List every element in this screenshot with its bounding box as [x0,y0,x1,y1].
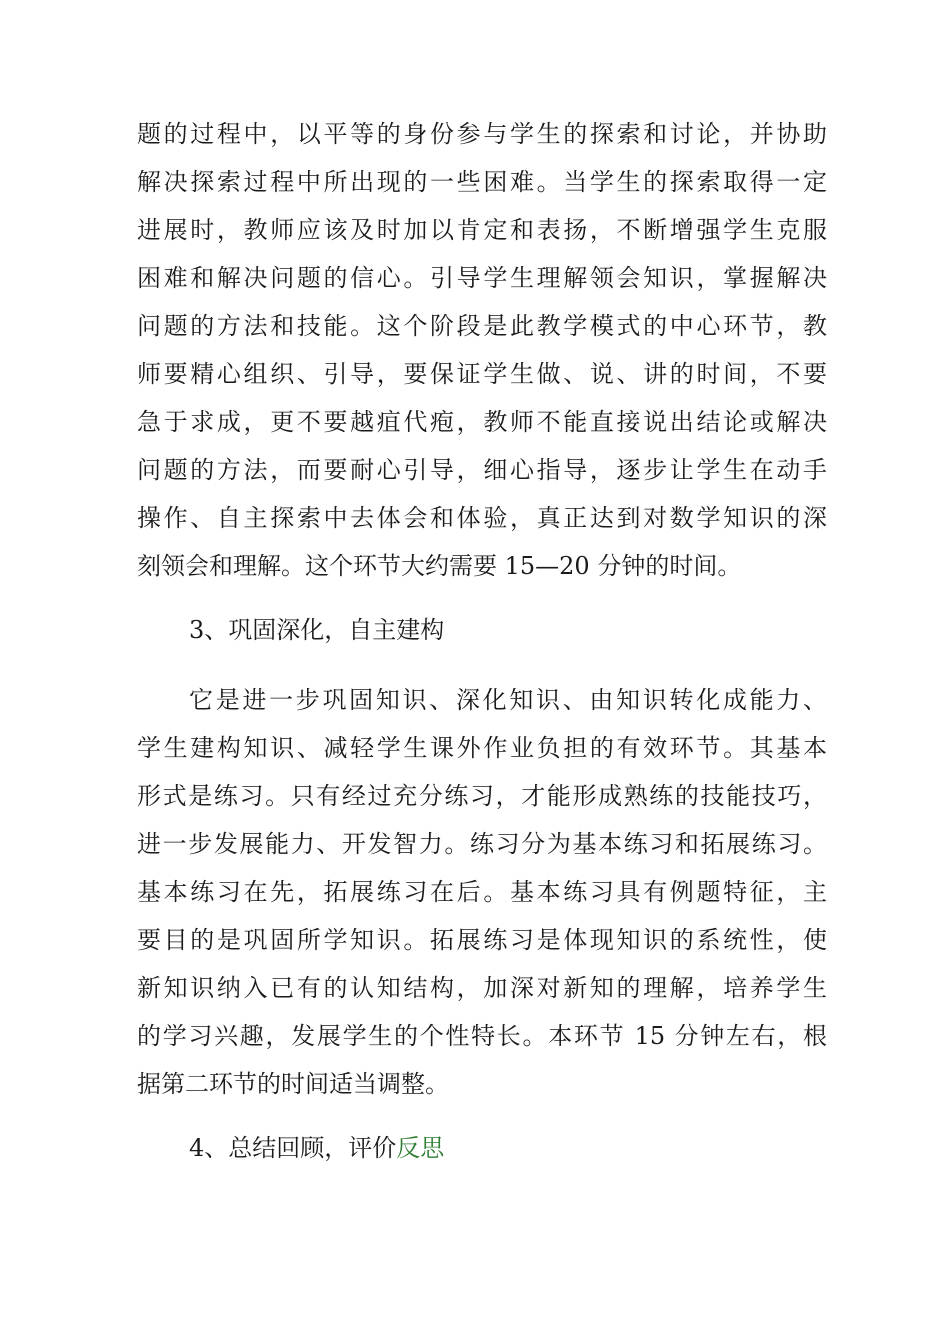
paragraph-line: 的学习兴趣，发展学生的个性特长。本环节 15 分钟左右，根 [137,1022,827,1050]
paragraph-line: 题的过程中，以平等的身份参与学生的探索和讨论，并协助 [137,120,827,148]
paragraph-line: 刻领会和理解。这个环节大约需要 15—20 分钟的时间。 [137,552,742,580]
paragraph-line: 新知识纳入已有的认知结构，加深对新知的理解，培养学生 [137,974,827,1002]
paragraph-line: 困难和解决问题的信心。引导学生理解领会知识，掌握解决 [137,264,827,292]
document-page [137,110,827,1172]
paragraph-line: 进展时，教师应该及时加以肯定和表扬，不断增强学生克服 [137,216,827,244]
paragraph-line: 要目的是巩固所学知识。拓展练习是体现知识的系统性，使 [137,926,827,954]
paragraph-line: 解决探索过程中所出现的一些困难。当学生的探索取得一定 [137,168,827,196]
paragraph-line: 进一步发展能力、开发智力。练习分为基本练习和拓展练习。 [137,830,827,858]
paragraph-line: 学生建构知识、减轻学生课外作业负担的有效环节。其基本 [137,734,827,762]
section-heading-3: 3、巩固深化，自主建构 [189,616,445,644]
paragraph-consolidation [137,676,827,1108]
paragraph-line: 形式是练习。只有经过充分练习，才能形成熟练的技能技巧， [137,782,827,810]
paragraph-line: 它是进一步巩固知识、深化知识、由知识转化成能力、 [189,686,827,714]
reflection-link[interactable]: 反思 [396,1134,445,1162]
paragraph-line: 急于求成，更不要越疽代疱，教师不能直接说出结论或解决 [137,408,827,436]
heading-text: 4、总结回顾，评价 [189,1134,397,1162]
paragraph-line: 基本练习在先，拓展练习在后。基本练习具有例题特征，主 [137,878,827,906]
paragraph-line: 问题的方法和技能。这个阶段是此教学模式的中心环节，教 [137,312,827,340]
paragraph-line: 问题的方法，而要耐心引导，细心指导，逐步让学生在动手 [137,456,827,484]
paragraph-continuation [137,110,827,590]
section-heading-4 [137,1124,827,1172]
paragraph-line: 据第二环节的时间适当调整。 [137,1070,449,1098]
paragraph-line: 操作、自主探索中去体会和体验，真正达到对数学知识的深 [137,504,827,532]
paragraph-line: 师要精心组织、引导，要保证学生做、说、讲的时间，不要 [137,360,827,388]
